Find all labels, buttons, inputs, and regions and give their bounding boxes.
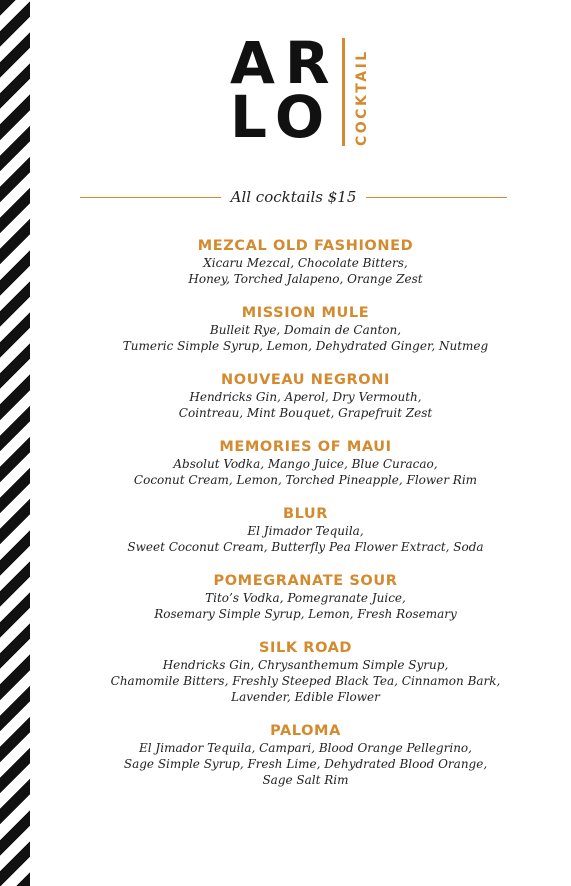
logo-line-1: AR: [230, 29, 340, 97]
item-description-line: Absolut Vodka, Mango Juice, Blue Curacao,: [173, 457, 438, 471]
item-description-line: Tito’s Vodka, Pomegranate Juice,: [205, 591, 406, 605]
logo-divider: [342, 38, 345, 146]
item-description-line: Chamomile Bitters, Freshly Steeped Black Tea, Cinnamon Bark,: [110, 674, 501, 688]
item-description-line: El Jimador Tequila,: [247, 524, 364, 538]
item-description-line: Sage Simple Syrup, Fresh Lime, Dehydrated Blood Orange,: [123, 757, 488, 771]
item-description-line: Coconut Cream, Lemon, Torched Pineapple, Flower Rim: [133, 473, 478, 487]
menu-item: [40, 304, 571, 354]
arlo-cocktail-logo: [230, 29, 380, 151]
item-description-line: Tumeric Simple Syrup, Lemon, Dehydrated Ginger, Nutmeg: [122, 339, 489, 353]
item-description: [40, 740, 571, 788]
price-banner: [80, 186, 507, 208]
item-description-line: Hendricks Gin, Chrysanthemum Simple Syrup,: [162, 658, 449, 672]
cocktail-menu: [40, 237, 571, 805]
item-description-line: Sweet Coconut Cream, Butterfly Pea Flower Extract, Soda: [127, 540, 484, 554]
item-description-line: Hendricks Gin, Aperol, Dry Vermouth,: [189, 390, 422, 404]
item-name: BLUR: [282, 506, 329, 522]
item-description: [40, 523, 571, 555]
item-description-line: Honey, Torched Jalapeno, Orange Zest: [188, 272, 423, 286]
item-description: [40, 389, 571, 421]
menu-item: [40, 438, 571, 488]
price-rule-left: [80, 197, 221, 198]
item-name: MEMORIES OF MAUI: [219, 439, 392, 455]
logo-letters: [230, 29, 342, 151]
item-description-line: Bulleit Rye, Domain de Canton,: [209, 323, 402, 337]
item-description: [40, 322, 571, 354]
menu-item: [40, 639, 571, 705]
item-description-line: Xicaru Mezcal, Chocolate Bitters,: [203, 256, 408, 270]
item-name: NOUVEAU NEGRONI: [221, 372, 390, 388]
price-rule-right: [366, 197, 507, 198]
item-description-line: Lavender, Edible Flower: [231, 690, 380, 704]
menu-item: [40, 505, 571, 555]
logo-line-2: LO: [230, 83, 335, 151]
item-description-line: Cointreau, Mint Bouquet, Grapefruit Zest: [178, 406, 433, 420]
menu-item: [40, 722, 571, 788]
logo-cocktail-word: COCKTAIL: [354, 49, 370, 146]
menu-item: [40, 237, 571, 287]
menu-item: [40, 371, 571, 421]
item-name: POMEGRANATE SOUR: [213, 573, 398, 589]
item-description: [40, 657, 571, 705]
item-description-line: Rosemary Simple Syrup, Lemon, Fresh Rosemary: [154, 607, 457, 621]
item-description-line: Sage Salt Rim: [262, 773, 349, 787]
price-note: All cocktails $15: [230, 188, 357, 206]
item-description: [40, 456, 571, 488]
item-description-line: El Jimador Tequila, Campari, Blood Orange Pellegrino,: [139, 741, 472, 755]
item-description: [40, 255, 571, 287]
decorative-stripe-border: [0, 0, 30, 886]
menu-item: [40, 572, 571, 622]
item-name: SILK ROAD: [258, 640, 353, 656]
item-name: MISSION MULE: [241, 305, 370, 321]
item-name: PALOMA: [270, 723, 341, 739]
item-name: MEZCAL OLD FASHIONED: [197, 238, 414, 254]
item-description: [40, 590, 571, 622]
